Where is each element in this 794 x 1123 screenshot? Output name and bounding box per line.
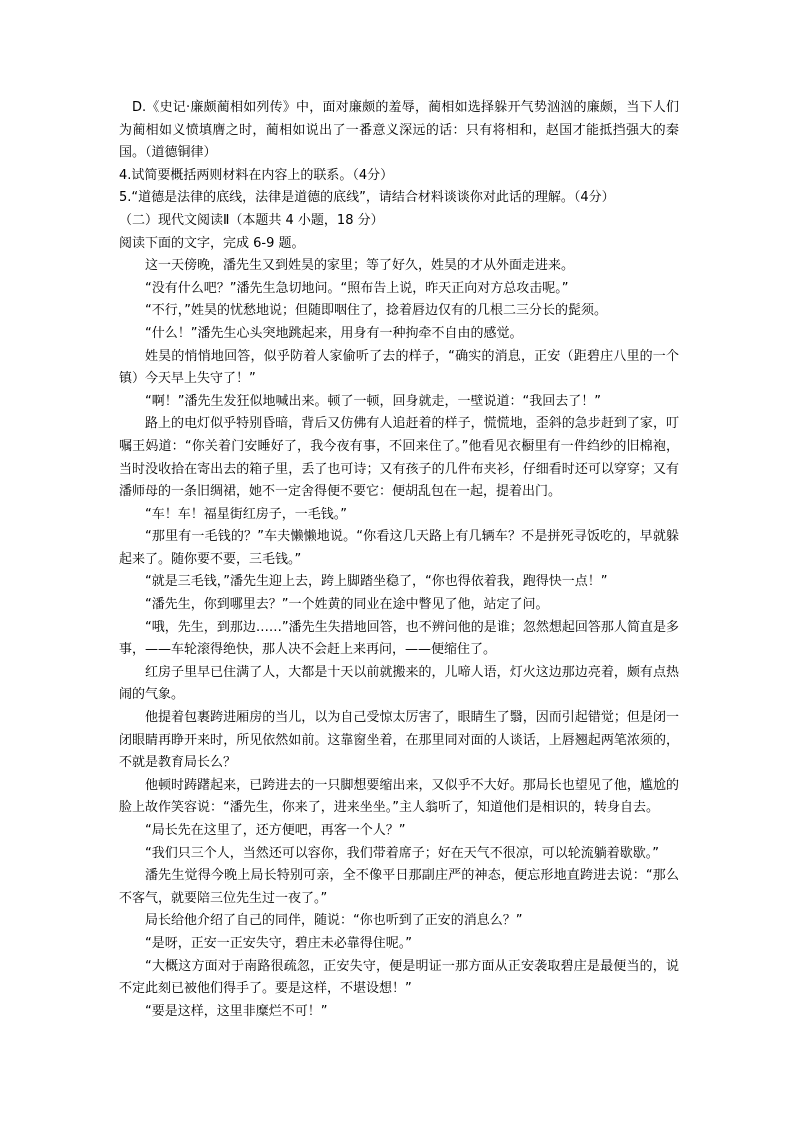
story-paragraph: 他提着包裹跨进厢房的当儿，以为自己受惊太厉害了，眼睛生了翳，因而引起错觉；但是闭一闭眼睛再睁开来时，所见依然如前。这靠窗坐着，在那里同对面的人谈话，上唇翘起两笔浓须的，不就是教育局长么？	[119, 710, 679, 771]
story-paragraph: 这一天傍晚，潘先生又到姓昊的家里；等了好久，姓昊的才从外面走进来。	[145, 258, 575, 274]
story-paragraph: “没有什么吧？”潘先生急切地问。“照布告上说，昨天正向对方总攻击呢。”	[145, 280, 569, 296]
section-title: （二）现代文阅读Ⅱ（本题共 4 小题，18 分）	[119, 212, 384, 228]
story-paragraph: “啊！”潘先生发狂似地喊出来。顿了一顿，回身就走，一壁说道：“我回去了！”	[145, 393, 601, 409]
story-paragraph: “局长先在这里了，还方便吧，再客一个人？”	[145, 823, 406, 838]
story-paragraph: 局长给他介绍了自己的同伴，随说：“你也听到了正安的消息么？”	[145, 913, 523, 929]
story-paragraph: “要是这样，这里非糜烂不可！”	[145, 1003, 328, 1019]
story-paragraph: 姓昊的悄悄地回答，似乎防着人家偷听了去的样子，“确实的消息，正安（距碧庄八里的一个镇）今天早上失守了！”	[119, 348, 679, 387]
story-paragraph: “那里有一毛钱的？”车夫懒懒地说。“你看这几天路上有几辆车？不是拼死寻饭吃的，早就躲起来了。随你要不要，三毛钱。”	[119, 529, 679, 567]
story-paragraph: 他顿时踌躇起来，已跨进去的一只脚想要缩出来，又似乎不大好。那局长也望见了他，尴尬的脸上故作笑容说：“潘先生，你来了，进来坐坐。”主人翁听了，知道他们是相识的，转身自去。	[119, 777, 679, 816]
question-5: 5.“道德是法律的底线，法律是道德的底线”，请结合材料谈谈你对此话的理解。（4分）	[119, 190, 615, 206]
story-paragraph: “大概这方面对于南路很疏忽，正安失守，便是明证一那方面从正安袭取碧庄是最便当的，说不定此刻已被他们得手了。要是这样，不堪设想！”	[119, 958, 679, 997]
reading-instruction: 阅读下面的文字，完成 6-9 题。	[119, 235, 305, 251]
story-paragraph: “车！车！福星街红房子，一毛钱。”	[145, 506, 347, 522]
story-paragraph: 红房子里早已住满了人，大都是十天以前就搬来的，儿啼人语，灯火这边那边亮着，颇有点热闹的气象。	[119, 664, 679, 703]
story-paragraph: “就是三毛钱，”潘先生迎上去，跨上脚踏坐稳了，“你也得依着我，跑得快一点！”	[145, 574, 608, 590]
story-paragraph: “我们只三个人，当然还可以容你，我们带着席子；好在天气不很凉，可以轮流躺着歇歇。”	[145, 845, 659, 861]
document-page	[119, 97, 679, 1023]
question-4: 4.试简要概括两则材料在内容上的联系。（4分）	[119, 167, 394, 183]
story-paragraph: “哦，先生，到那边……”潘先生失措地回答，也不辨问他的是谁；忽然想起回答那人简直是多事，——车轮滚得绝快，那人决不会赶上来再问，——便缩住了。	[119, 619, 679, 658]
story-paragraph: “潘先生，你到哪里去？”一个姓黄的同业在途中瞥见了他，站定了问。	[145, 597, 549, 613]
story-paragraph: “是呀，正安一正安失守，碧庄未必靠得住呢。”	[145, 935, 412, 951]
story-paragraph: “什么！”潘先生心头突地跳起来，用身有一种拘牵不自由的感觉。	[145, 325, 523, 341]
story-paragraph: 潘先生觉得今晚上局长特别可亲，全不像平日那副庄严的神态，便忘形地直跨进去说：“那么不客气，就要陪三位先生过一夜了。”	[119, 868, 679, 906]
story-paragraph: “不行，”姓昊的忧愁地说；但随即咽住了，捻着唇边仅有的几根二三分长的髭须。	[145, 303, 607, 319]
story-paragraph: 路上的电灯似乎特别昏暗，背后又仿佛有人追赶着的样子，慌慌地，歪斜的急步赶到了家，叮嘱王妈道：“你关着门安睡好了，我今夜有事，不回来住了。”他看见衣橱里有一件绉纱的旧棉袍，当时没收拾在寄出去的箱子里，丢了也可诗；又有孩子的几件布夹衫，仔细看时还可以穿穿；又有潘师母的一条旧绸裙，她不一定舍得便不要它：便胡乱包在一起，提着出门。	[119, 416, 679, 500]
option-d: D.《史记·廉颇蔺相如列传》中，面对廉颇的羞辱，蔺相如选择躲开气势汹汹的廉颇，当下人们为蔺相如义愤填膺之时，蔺相如说出了一番意义深远的话：只有将相和，赵国才能抵挡强大的秦国。（道德铜律）	[119, 100, 679, 161]
